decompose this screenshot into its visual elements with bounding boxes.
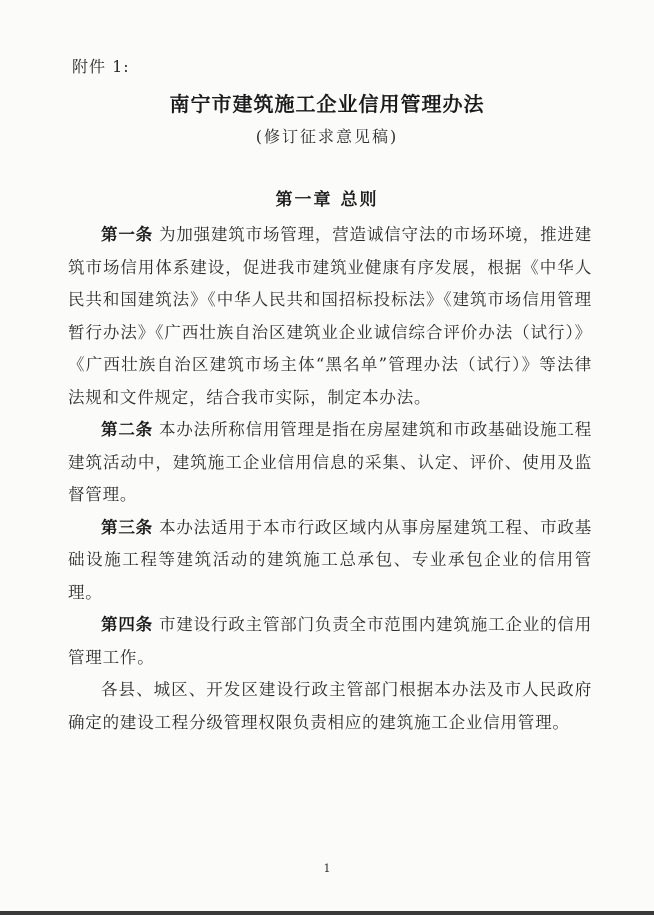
article-text: 本办法适用于本市行政区域内从事房屋建筑工程、市政基础设施工程等建筑活动的建筑施工总承包、专业承包企业的信用管理。 <box>68 517 593 602</box>
attachment-label: 附件 1: <box>72 57 130 76</box>
page-bottom-edge <box>0 911 654 915</box>
article-number: 第四条 <box>101 615 153 634</box>
document-title: 南宁市建筑施工企业信用管理办法 <box>169 92 485 116</box>
page-number: 1 <box>323 862 331 875</box>
article-2 <box>68 414 592 512</box>
document-body <box>68 219 592 739</box>
paragraph-county-management: 各县、城区、开发区建设行政主管部门根据本办法及市人民政府确定的建设工程分级管理权限负责相应的建筑施工企业信用管理。 <box>68 680 592 732</box>
article-number: 第一条 <box>101 225 153 244</box>
article-number: 第三条 <box>101 517 153 537</box>
article-text: 市建设行政主管部门负责全市范围内建筑施工企业的信用管理工作。 <box>68 615 593 667</box>
article-4 <box>68 609 592 674</box>
article-3 <box>68 512 592 610</box>
article-number: 第二条 <box>101 420 153 439</box>
article-text: 为加强建筑市场管理，营造诚信守法的市场环境，推进建筑市场信用体系建设，促进我市建筑业健康有序发展，根据《中华人民共和国建筑法》《中华人民共和国招标投标法》《建筑市场信用管理暂行办法》《广西壮族自治区建筑业企业诚信综合评价办法（试行）》《广西壮族自治区建筑市场主体“黑名单”管理办法（试行）》等法律法规和文件规定，结合我市实际，制定本办法。 <box>68 225 593 407</box>
article-1 <box>68 219 592 414</box>
chapter-heading: 第一章 总则 <box>275 190 379 210</box>
document-subtitle: (修订征求意见稿) <box>255 127 399 146</box>
article-text: 本办法所称信用管理是指在房屋建筑和市政基础设施工程建筑活动中，建筑施工企业信用信息的采集、认定、评价、使用及监督管理。 <box>68 420 593 504</box>
